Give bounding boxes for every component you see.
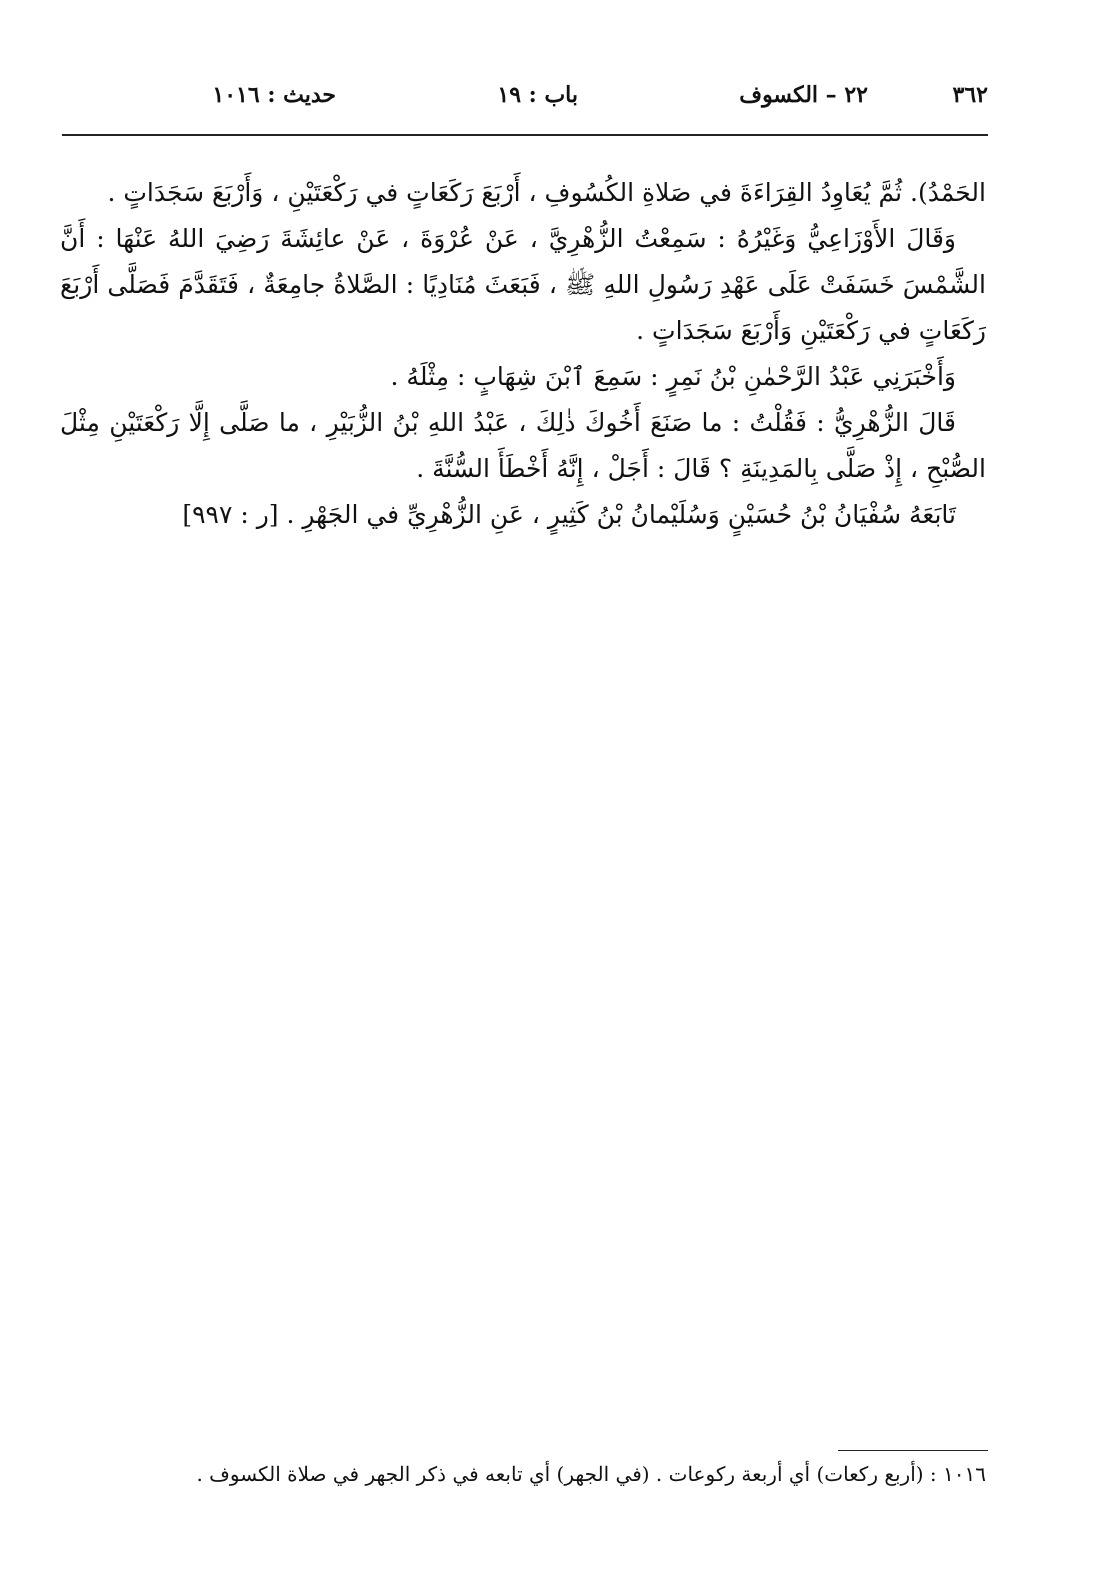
- page-number: ٣٦٢: [952, 82, 988, 108]
- paragraph-3: وَأَخْبَرَنِي عَبْدُ الرَّحْمٰنِ بْنُ نَمِرٍ : سَمِعَ ٱبْنَ شِهَابٍ : مِثْلَهُ .: [390, 362, 956, 391]
- paragraph-4: قَالَ الزُّهْرِيُّ : فَقُلْتُ : ما صَنَعَ أَخُوكَ ذٰلِكَ ، عَبْدُ اللهِ بْنُ الزُّبَيْرِ ، ما صَلَّى إِلَّا رَكْعَتَيْنِ مِثْلَ الصُّبْحِ ، إِذْ صَلَّى بِالمَدِينَةِ ؟ قَالَ : أَجَلْ ، إِنَّهُ أَخْطَأَ السُّنَّةَ .: [60, 408, 986, 483]
- book-title: ٢٢ – الكسوف: [739, 82, 868, 108]
- paragraph-2: وَقَالَ الأَوْزَاعِيُّ وَغَيْرُهُ : سَمِعْتُ الزُّهْرِيَّ ، عَنْ عُرْوَةَ ، عَنْ عائِشَةَ رَضِيَ اللهُ عَنْهَا : أَنَّ الشَّمْسَ خَسَفَتْ عَلَى عَهْدِ رَسُولِ اللهِ ﷺ ، فَبَعَثَ مُنَادِيًا : الصَّلاةُ جامِعَةٌ ، فَتَقَدَّمَ فَصَلَّى أَرْبَعَ رَكَعَاتٍ في رَكْعَتَيْنِ وَأَرْبَعَ سَجَدَاتٍ .: [60, 224, 986, 345]
- paragraph-1: الحَمْدُ). ثُمَّ يُعَاوِدُ القِرَاءَةَ في صَلاةِ الكُسُوفِ ، أَرْبَعَ رَكَعَاتٍ في رَكْعَتَيْنِ ، وَأَرْبَعَ سَجَدَاتٍ .: [107, 178, 986, 207]
- header-divider: [62, 134, 988, 136]
- paragraph-5: تَابَعَهُ سُفْيَانُ بْنُ حُسَيْنٍ وَسُلَيْمانُ بْنُ كَثِيرٍ ، عَنِ الزُّهْرِيِّ في الجَهْرِ . [ر : ٩٩٧]: [182, 500, 956, 529]
- hadith-number: حديث : ١٠١٦: [212, 82, 336, 108]
- chapter-number: باب : ١٩: [497, 82, 578, 108]
- hadith-text: [60, 170, 986, 538]
- footnote: ١٠١٦ : (أربع ركعات) أي أربعة ركوعات . (في الجهر) أي تابعه في ذكر الجهر في صلاة الكسوف .: [196, 1462, 986, 1486]
- footnote-divider: [838, 1450, 988, 1451]
- page-header: [62, 82, 988, 122]
